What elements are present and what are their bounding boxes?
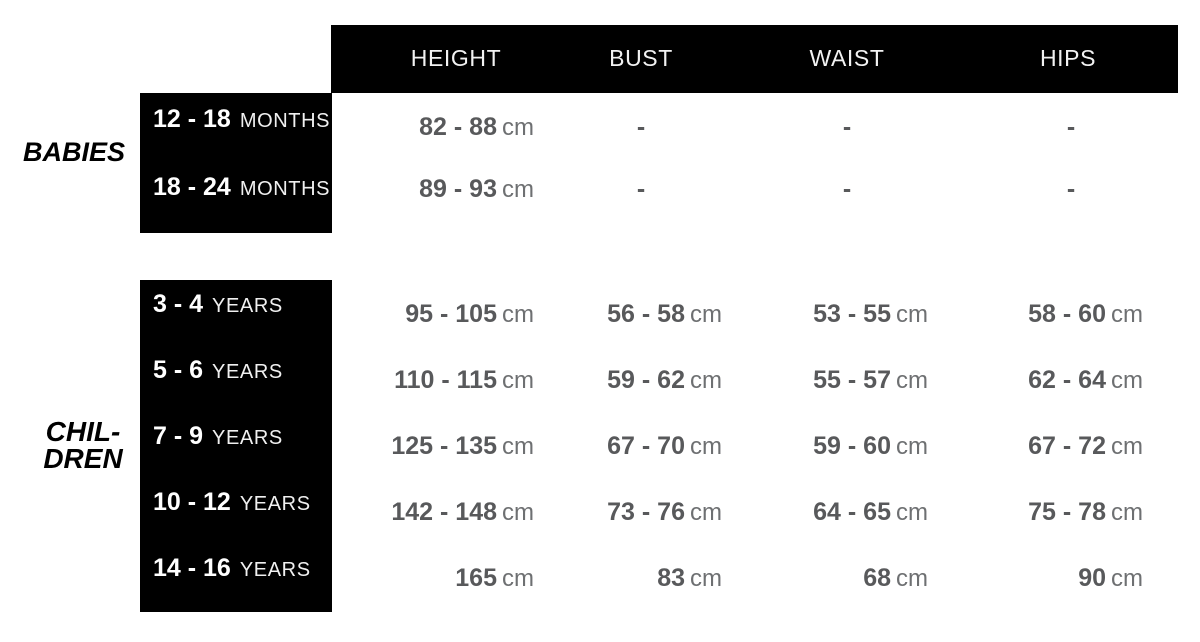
height-value: 89 - 93 cm bbox=[419, 175, 534, 203]
cm-unit: cm bbox=[502, 114, 534, 141]
age-range-label bbox=[153, 421, 283, 455]
children-group-label-line1: CHIL- bbox=[45, 416, 121, 447]
hips-value: 67 - 72 cm bbox=[1028, 432, 1143, 460]
cm-unit: cm bbox=[690, 301, 722, 328]
age-range: 3 - 4 bbox=[153, 290, 204, 318]
cm-unit: cm bbox=[896, 301, 928, 328]
waist-empty-value: - bbox=[842, 113, 852, 141]
age-range: 12 - 18 bbox=[153, 105, 231, 133]
waist-empty-value: - bbox=[842, 175, 852, 203]
hips-empty-value: - bbox=[1066, 175, 1076, 203]
cm-unit: cm bbox=[896, 367, 928, 394]
cm-unit: cm bbox=[1111, 301, 1143, 328]
age-range: 18 - 24 bbox=[153, 173, 231, 201]
waist-value: 55 - 57 cm bbox=[813, 366, 928, 394]
height-value: 82 - 88 cm bbox=[419, 113, 534, 141]
cm-unit: cm bbox=[1111, 565, 1143, 592]
bust-value: 73 - 76 cm bbox=[607, 498, 722, 526]
column-header-height: HEIGHT bbox=[410, 44, 502, 71]
age-range-label bbox=[153, 487, 311, 521]
bust-value: 83 cm bbox=[657, 564, 722, 592]
cm-unit: cm bbox=[896, 565, 928, 592]
hips-value: 75 - 78 cm bbox=[1028, 498, 1143, 526]
cm-unit: cm bbox=[690, 367, 722, 394]
age-range: 10 - 12 bbox=[153, 488, 231, 516]
bust-empty-value: - bbox=[636, 175, 646, 203]
cm-unit: cm bbox=[502, 176, 534, 203]
cm-unit: cm bbox=[896, 433, 928, 460]
children-group-label-line2: DREN bbox=[43, 443, 123, 474]
cm-unit: cm bbox=[502, 433, 534, 460]
bust-empty-value: - bbox=[636, 113, 646, 141]
age-unit: YEARS bbox=[212, 295, 283, 317]
waist-value: 64 - 65 cm bbox=[813, 498, 928, 526]
age-range-label bbox=[153, 289, 283, 323]
hips-value: 62 - 64 cm bbox=[1028, 366, 1143, 394]
waist-value: 53 - 55 cm bbox=[813, 300, 928, 328]
cm-unit: cm bbox=[1111, 499, 1143, 526]
height-value: 110 - 115 cm bbox=[394, 366, 534, 394]
cm-unit: cm bbox=[1111, 367, 1143, 394]
age-range-label bbox=[153, 172, 330, 206]
age-range-label bbox=[153, 355, 283, 389]
babies-group-label: BABIES bbox=[22, 137, 125, 167]
bust-value: 67 - 70 cm bbox=[607, 432, 722, 460]
age-range: 14 - 16 bbox=[153, 554, 231, 582]
age-range: 7 - 9 bbox=[153, 422, 204, 450]
age-range: 5 - 6 bbox=[153, 356, 204, 384]
column-header-hips: HIPS bbox=[1039, 44, 1097, 71]
cm-unit: cm bbox=[690, 565, 722, 592]
cm-unit: cm bbox=[896, 499, 928, 526]
age-range-label bbox=[153, 104, 330, 138]
waist-value: 68 cm bbox=[863, 564, 928, 592]
column-header-waist: WAIST bbox=[809, 44, 885, 71]
height-value: 142 - 148 cm bbox=[391, 498, 534, 526]
column-header-bar bbox=[331, 25, 1178, 93]
cm-unit: cm bbox=[502, 565, 534, 592]
cm-unit: cm bbox=[690, 433, 722, 460]
cm-unit: cm bbox=[502, 301, 534, 328]
hips-value: 90 cm bbox=[1078, 564, 1143, 592]
cm-unit: cm bbox=[1111, 433, 1143, 460]
cm-unit: cm bbox=[502, 499, 534, 526]
age-unit: YEARS bbox=[239, 493, 311, 515]
column-header-bust: BUST bbox=[609, 44, 673, 71]
hips-empty-value: - bbox=[1066, 113, 1076, 141]
height-value: 165 cm bbox=[455, 564, 534, 592]
age-unit: MONTHS bbox=[239, 178, 331, 200]
children-group-label bbox=[8, 418, 158, 472]
cm-unit: cm bbox=[690, 499, 722, 526]
height-value: 95 - 105 cm bbox=[405, 300, 534, 328]
age-unit: YEARS bbox=[212, 427, 283, 449]
bust-value: 56 - 58 cm bbox=[607, 300, 722, 328]
height-value: 125 - 135 cm bbox=[391, 432, 534, 460]
hips-value: 58 - 60 cm bbox=[1028, 300, 1143, 328]
age-unit: MONTHS bbox=[239, 110, 331, 132]
bust-value: 59 - 62 cm bbox=[607, 366, 722, 394]
cm-unit: cm bbox=[502, 367, 534, 394]
age-range-label bbox=[153, 553, 311, 587]
waist-value: 59 - 60 cm bbox=[813, 432, 928, 460]
age-unit: YEARS bbox=[239, 559, 311, 581]
age-unit: YEARS bbox=[212, 361, 283, 383]
